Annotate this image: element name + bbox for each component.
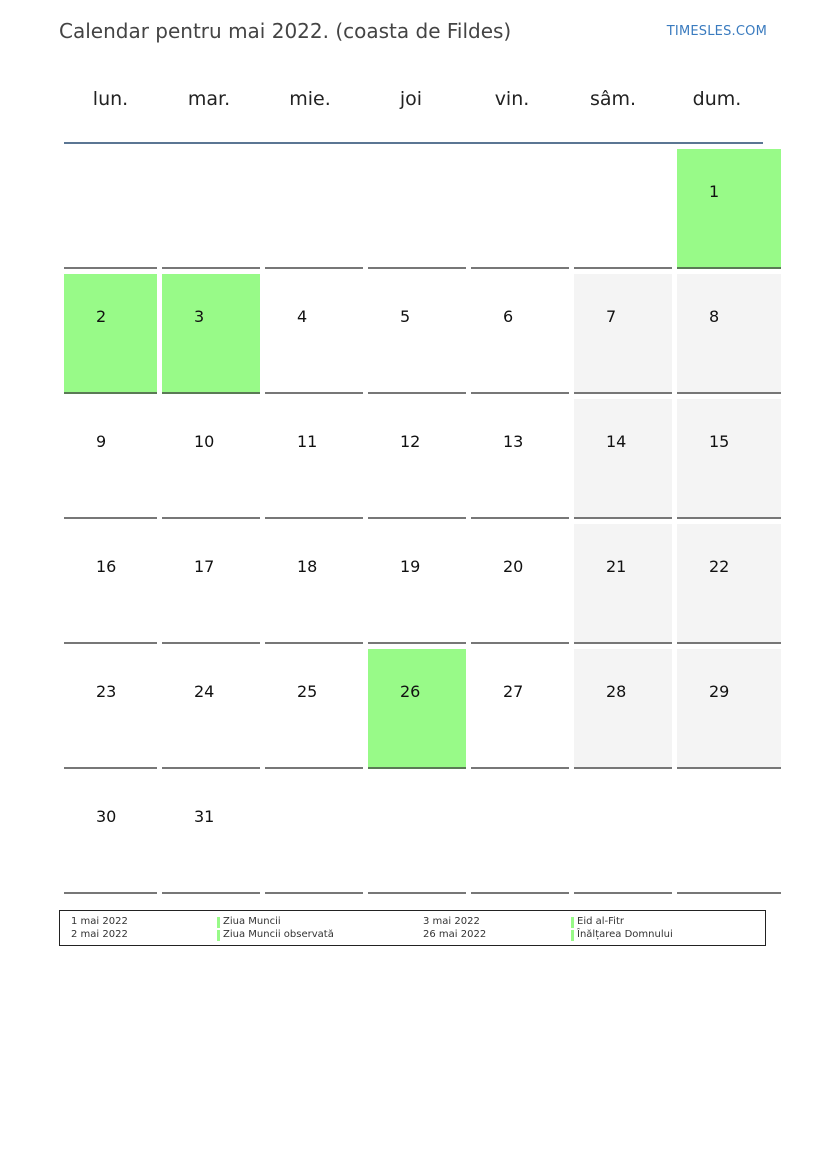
day-number: 25 <box>297 682 318 701</box>
day-number: 11 <box>297 432 318 451</box>
day-number: 14 <box>606 432 627 451</box>
day-cell <box>677 399 781 519</box>
holiday-legend <box>59 910 766 946</box>
legend-holiday-name: Ziua Muncii <box>217 916 281 927</box>
day-number: 30 <box>96 807 117 826</box>
day-number: 2 <box>96 307 107 326</box>
legend-date: 2 mai 2022 <box>71 929 128 940</box>
empty-day-cell <box>574 774 672 894</box>
empty-day-cell <box>368 774 466 894</box>
day-cell <box>265 399 363 519</box>
day-number: 28 <box>606 682 627 701</box>
day-cell <box>574 649 672 769</box>
day-number: 4 <box>297 307 308 326</box>
empty-day-cell <box>574 149 672 269</box>
day-cell <box>677 149 781 269</box>
day-cell <box>574 274 672 394</box>
day-cell <box>162 274 260 394</box>
day-cell <box>471 649 569 769</box>
day-number: 27 <box>503 682 524 701</box>
day-number: 26 <box>400 682 421 701</box>
day-number: 23 <box>96 682 117 701</box>
day-cell <box>471 524 569 644</box>
day-number: 9 <box>96 432 107 451</box>
day-number: 24 <box>194 682 215 701</box>
day-cell <box>677 274 781 394</box>
empty-day-cell <box>471 774 569 894</box>
weekday-fri: vin. <box>494 88 530 110</box>
day-cell <box>471 274 569 394</box>
day-cell <box>162 649 260 769</box>
day-number: 29 <box>709 682 730 701</box>
weekday-thu: joi <box>399 88 423 110</box>
empty-day-cell <box>471 149 569 269</box>
day-number: 13 <box>503 432 524 451</box>
empty-day-cell <box>368 149 466 269</box>
day-number: 31 <box>194 807 215 826</box>
day-cell <box>265 274 363 394</box>
day-number: 10 <box>194 432 215 451</box>
legend-date: 3 mai 2022 <box>423 916 480 927</box>
day-number: 21 <box>606 557 627 576</box>
day-cell <box>471 399 569 519</box>
legend-holiday-name: Ziua Muncii observată <box>217 929 334 940</box>
day-number: 20 <box>503 557 524 576</box>
brand-link[interactable]: TIMESLES.COM <box>666 24 767 39</box>
day-number: 1 <box>709 182 720 201</box>
day-cell <box>574 399 672 519</box>
empty-day-cell <box>677 774 781 894</box>
empty-day-cell <box>265 149 363 269</box>
day-cell <box>162 774 260 894</box>
day-number: 3 <box>194 307 205 326</box>
day-cell <box>162 524 260 644</box>
day-cell <box>64 274 157 394</box>
weekday-mon: lun. <box>92 88 129 110</box>
empty-day-cell <box>162 149 260 269</box>
weekday-wed: mie. <box>289 88 331 110</box>
day-cell <box>368 274 466 394</box>
day-number: 22 <box>709 557 730 576</box>
day-number: 6 <box>503 307 514 326</box>
day-number: 19 <box>400 557 421 576</box>
day-number: 15 <box>709 432 730 451</box>
legend-row <box>60 916 765 929</box>
day-number: 16 <box>96 557 117 576</box>
day-cell <box>64 774 157 894</box>
weekday-sun: dum. <box>692 88 742 110</box>
day-cell <box>64 649 157 769</box>
weekday-tue: mar. <box>187 88 231 110</box>
day-cell <box>677 649 781 769</box>
day-number: 18 <box>297 557 318 576</box>
day-cell <box>368 399 466 519</box>
legend-holiday-name: Eid al-Fitr <box>571 916 624 927</box>
day-number: 12 <box>400 432 421 451</box>
day-number: 5 <box>400 307 411 326</box>
day-number: 8 <box>709 307 720 326</box>
day-cell <box>265 524 363 644</box>
day-cell <box>64 399 157 519</box>
page-title: Calendar pentru mai 2022. (coasta de Fildes) <box>59 19 512 43</box>
legend-date: 26 mai 2022 <box>423 929 487 940</box>
day-cell <box>368 524 466 644</box>
day-cell <box>162 399 260 519</box>
day-cell <box>574 524 672 644</box>
legend-row <box>60 929 765 942</box>
legend-holiday-name: Înălțarea Domnului <box>571 929 673 940</box>
weekday-header <box>64 88 763 120</box>
empty-day-cell <box>64 149 157 269</box>
header-divider <box>64 142 763 144</box>
weekday-sat: sâm. <box>589 88 637 110</box>
legend-date: 1 mai 2022 <box>71 916 128 927</box>
day-cell <box>677 524 781 644</box>
day-cell <box>64 524 157 644</box>
calendar-grid <box>64 149 763 894</box>
day-cell <box>368 649 466 769</box>
empty-day-cell <box>265 774 363 894</box>
day-cell <box>265 649 363 769</box>
day-number: 17 <box>194 557 215 576</box>
day-number: 7 <box>606 307 617 326</box>
